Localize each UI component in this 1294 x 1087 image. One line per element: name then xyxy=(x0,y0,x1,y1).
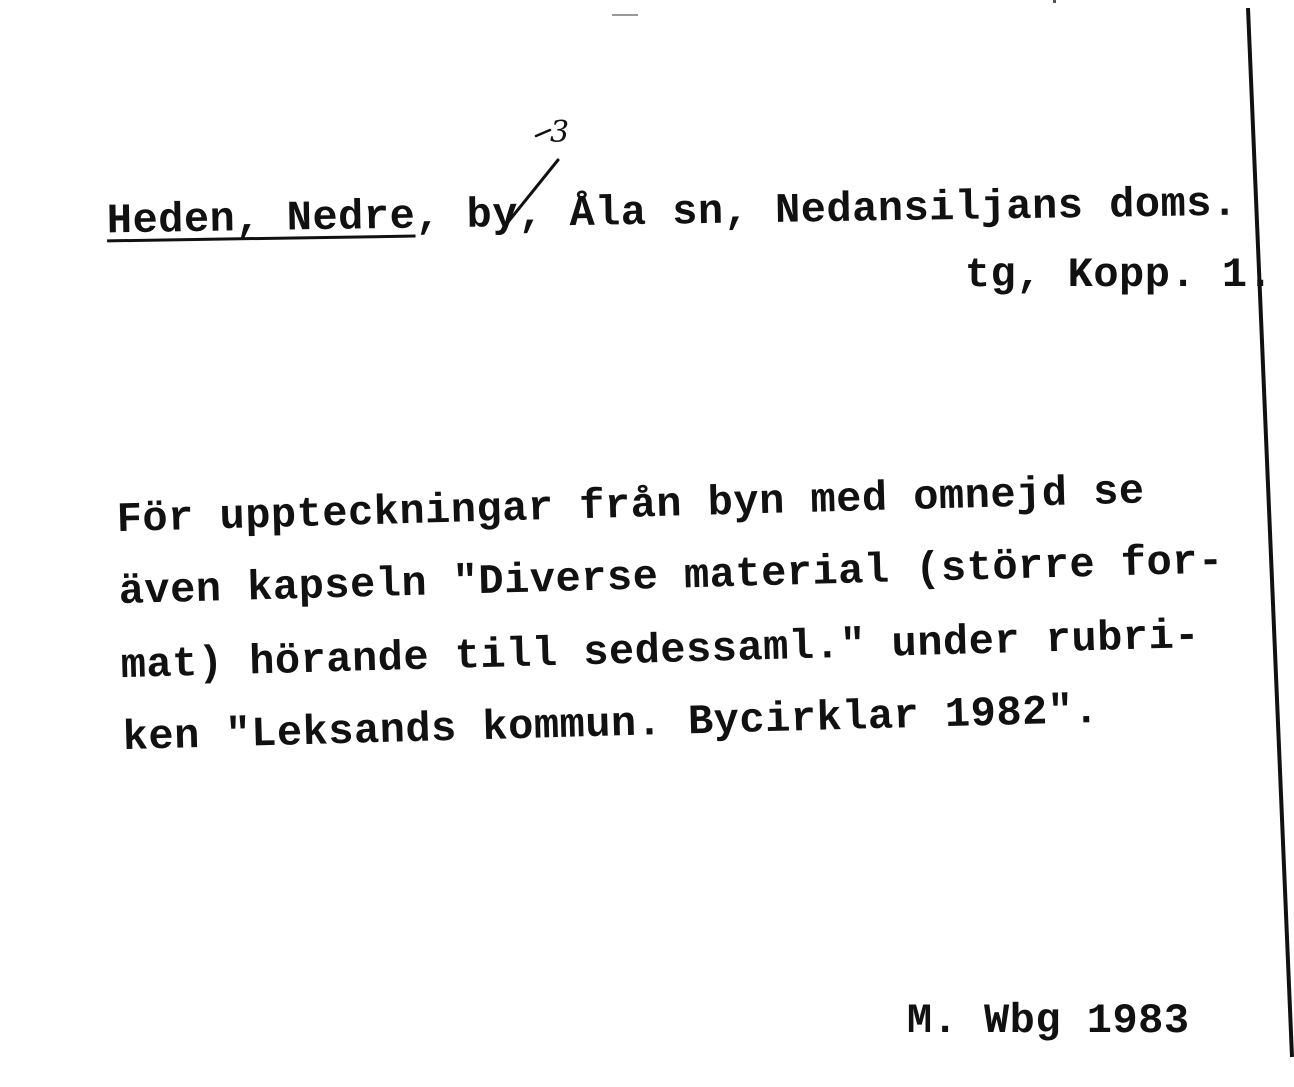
heading-rest: , by, Åla sn, Nedansiljans doms. xyxy=(414,179,1239,241)
body-line-4-text: ken "Leksands kommun. Bycirklar 1982". xyxy=(122,686,1100,763)
scan-artifact-dot xyxy=(1053,0,1056,3)
correction-digit: 3 xyxy=(550,115,570,150)
heading-line-2 xyxy=(862,212,1273,338)
body-line-3-text: mat) hörande till sedessaml." under rubri- xyxy=(120,611,1201,691)
handwritten-correction xyxy=(500,100,596,230)
signature xyxy=(804,958,1190,1084)
place-name: Heden, Nedre xyxy=(106,192,416,246)
scan-artifact xyxy=(612,14,638,16)
body-line-1-text: För uppteckningar från byn med omnejd se xyxy=(116,467,1146,545)
signature-text: M. Wbg 1983 xyxy=(906,997,1190,1045)
heading-line-2-text: tg, Kopp. 1. xyxy=(964,251,1274,299)
body-line-2-text: även kapseln "Diverse material (större for- xyxy=(118,537,1225,617)
card-edge-line xyxy=(1244,8,1294,1057)
